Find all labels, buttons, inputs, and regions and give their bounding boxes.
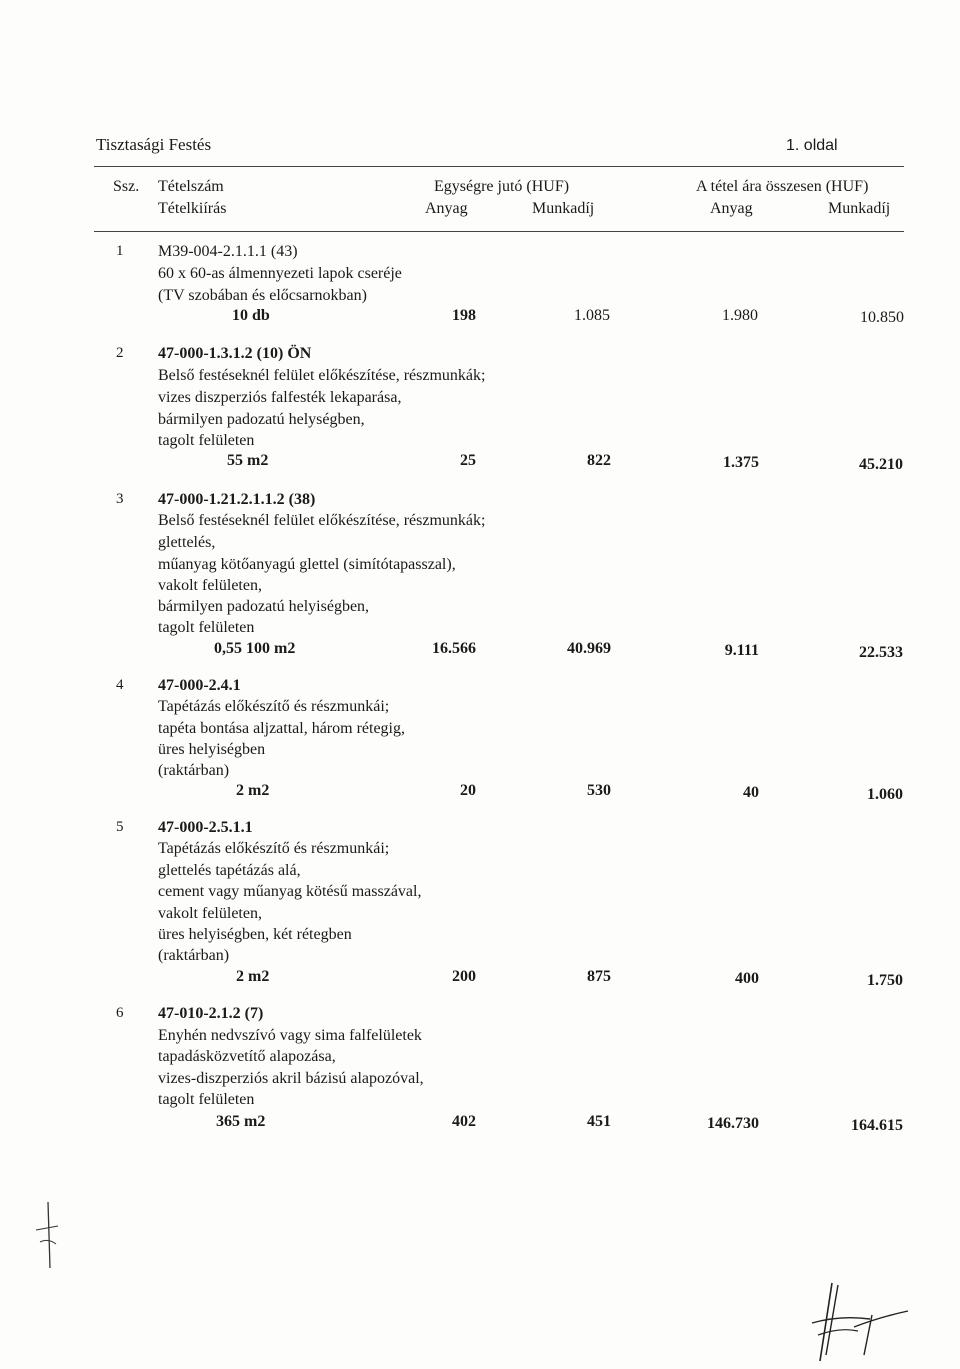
- item-number: 3: [116, 491, 124, 507]
- document-title: Tisztasági Festés: [96, 135, 212, 154]
- header-top-rule: [94, 166, 904, 167]
- total-anyag: 40: [743, 784, 759, 801]
- total-munkadij: 164.615: [851, 1117, 903, 1134]
- item-quantity: 55 m2: [227, 452, 269, 469]
- item-code: 47-000-1.3.1.2 (10) ÖN: [158, 345, 312, 362]
- total-anyag: 1.375: [723, 454, 759, 471]
- item-quantity: 2 m2: [236, 968, 270, 985]
- col-total-group: A tétel ára összesen (HUF): [696, 178, 869, 195]
- col-unit-munkadij: Munkadíj: [532, 200, 595, 217]
- item-description-line: glettelés,: [158, 534, 216, 551]
- unit-anyag: 198: [452, 307, 476, 324]
- unit-munkadij: 1.085: [574, 307, 610, 324]
- total-munkadij: 10.850: [860, 309, 904, 326]
- item-description-line: (TV szobában és előcsarnokban): [158, 287, 367, 304]
- unit-anyag: 200: [452, 968, 476, 985]
- item-description-line: (raktárban): [158, 762, 230, 779]
- total-anyag: 1.980: [722, 307, 758, 324]
- item-description-line: üres helyiségben, két rétegben: [158, 926, 352, 943]
- unit-anyag: 20: [460, 782, 476, 799]
- item-description-line: bármilyen padozatú helységben,: [158, 411, 365, 428]
- total-anyag: 400: [735, 970, 759, 987]
- item-description-line: vakolt felületen,: [158, 905, 262, 922]
- col-unit-price-group: Egységre jutó (HUF): [434, 178, 570, 195]
- item-number: 1: [116, 243, 124, 259]
- unit-munkadij: 530: [587, 782, 611, 799]
- item-description-line: üres helyiségben: [158, 741, 266, 758]
- item-description-line: tapéta bontása aljzattal, három rétegig,: [158, 720, 405, 737]
- item-description-line: vizes diszperziós falfesték lekaparása,: [158, 389, 402, 406]
- item-number: 5: [116, 819, 124, 835]
- item-description-line: tagolt felületen: [158, 1091, 255, 1108]
- item-number: 4: [116, 677, 124, 693]
- item-code: M39-004-2.1.1.1 (43): [158, 243, 298, 260]
- item-description-line: vakolt felületen,: [158, 577, 262, 594]
- item-number: 6: [116, 1005, 124, 1021]
- handwritten-initials-signature: [810, 1275, 920, 1365]
- item-code: 47-000-2.4.1: [158, 677, 241, 694]
- item-description-line: vizes-diszperziós akril bázisú alapozóval,: [158, 1070, 424, 1087]
- item-code: 47-000-1.21.2.1.1.2 (38): [158, 491, 316, 508]
- item-description-line: Tapétázás előkészítő és részmunkái;: [158, 840, 390, 857]
- unit-munkadij: 822: [587, 452, 611, 469]
- item-description-line: (raktárban): [158, 947, 230, 964]
- col-total-munkadij: Munkadíj: [828, 200, 891, 217]
- unit-anyag: 16.566: [432, 640, 476, 657]
- col-unit-anyag: Anyag: [425, 200, 468, 217]
- unit-munkadij: 40.969: [567, 640, 611, 657]
- item-quantity: 10 db: [232, 307, 270, 324]
- total-anyag: 146.730: [707, 1115, 759, 1132]
- total-anyag: 9.111: [724, 642, 759, 659]
- total-munkadij: 45.210: [859, 456, 903, 473]
- item-description-line: Belső festéseknél felület előkészítése, részmunkák;: [158, 512, 486, 529]
- item-description-line: 60 x 60-as álmennyezeti lapok cseréje: [158, 265, 402, 282]
- unit-anyag: 402: [452, 1113, 476, 1130]
- col-tetelszam: Tételszám: [158, 178, 224, 195]
- unit-anyag: 25: [460, 452, 476, 469]
- header-bottom-rule: [94, 231, 904, 232]
- item-description-line: Enyhén nedvszívó vagy sima falfelületek: [158, 1027, 422, 1044]
- col-ssz: Ssz.: [113, 178, 140, 195]
- item-code: 47-010-2.1.2 (7): [158, 1005, 264, 1022]
- item-description-line: bármilyen padozatú helyiségben,: [158, 598, 370, 615]
- item-description-line: tagolt felületen: [158, 432, 255, 449]
- margin-mark-signature: [28, 1200, 68, 1270]
- item-number: 2: [116, 345, 124, 361]
- item-description-line: tapadásközvetítő alapozása,: [158, 1048, 336, 1065]
- item-quantity: 0,55 100 m2: [214, 640, 296, 657]
- page-number: 1. oldal: [786, 137, 838, 154]
- col-total-anyag: Anyag: [710, 200, 753, 217]
- item-description-line: cement vagy műanyag kötésű masszával,: [158, 883, 422, 900]
- item-description-line: glettelés tapétázás alá,: [158, 862, 301, 879]
- total-munkadij: 22.533: [859, 644, 903, 661]
- item-description-line: Belső festéseknél felület előkészítése, részmunkák;: [158, 367, 486, 384]
- item-description-line: tagolt felületen: [158, 619, 255, 636]
- unit-munkadij: 451: [587, 1113, 611, 1130]
- total-munkadij: 1.750: [867, 972, 903, 989]
- item-quantity: 2 m2: [236, 782, 270, 799]
- item-quantity: 365 m2: [216, 1113, 266, 1130]
- unit-munkadij: 875: [587, 968, 611, 985]
- total-munkadij: 1.060: [867, 786, 903, 803]
- item-code: 47-000-2.5.1.1: [158, 819, 253, 836]
- item-description-line: Tapétázás előkészítő és részmunkái;: [158, 698, 390, 715]
- col-tetelkiiras: Tételkiírás: [158, 200, 227, 217]
- item-description-line: műanyag kötőanyagú glettel (simítótapasszal),: [158, 556, 456, 573]
